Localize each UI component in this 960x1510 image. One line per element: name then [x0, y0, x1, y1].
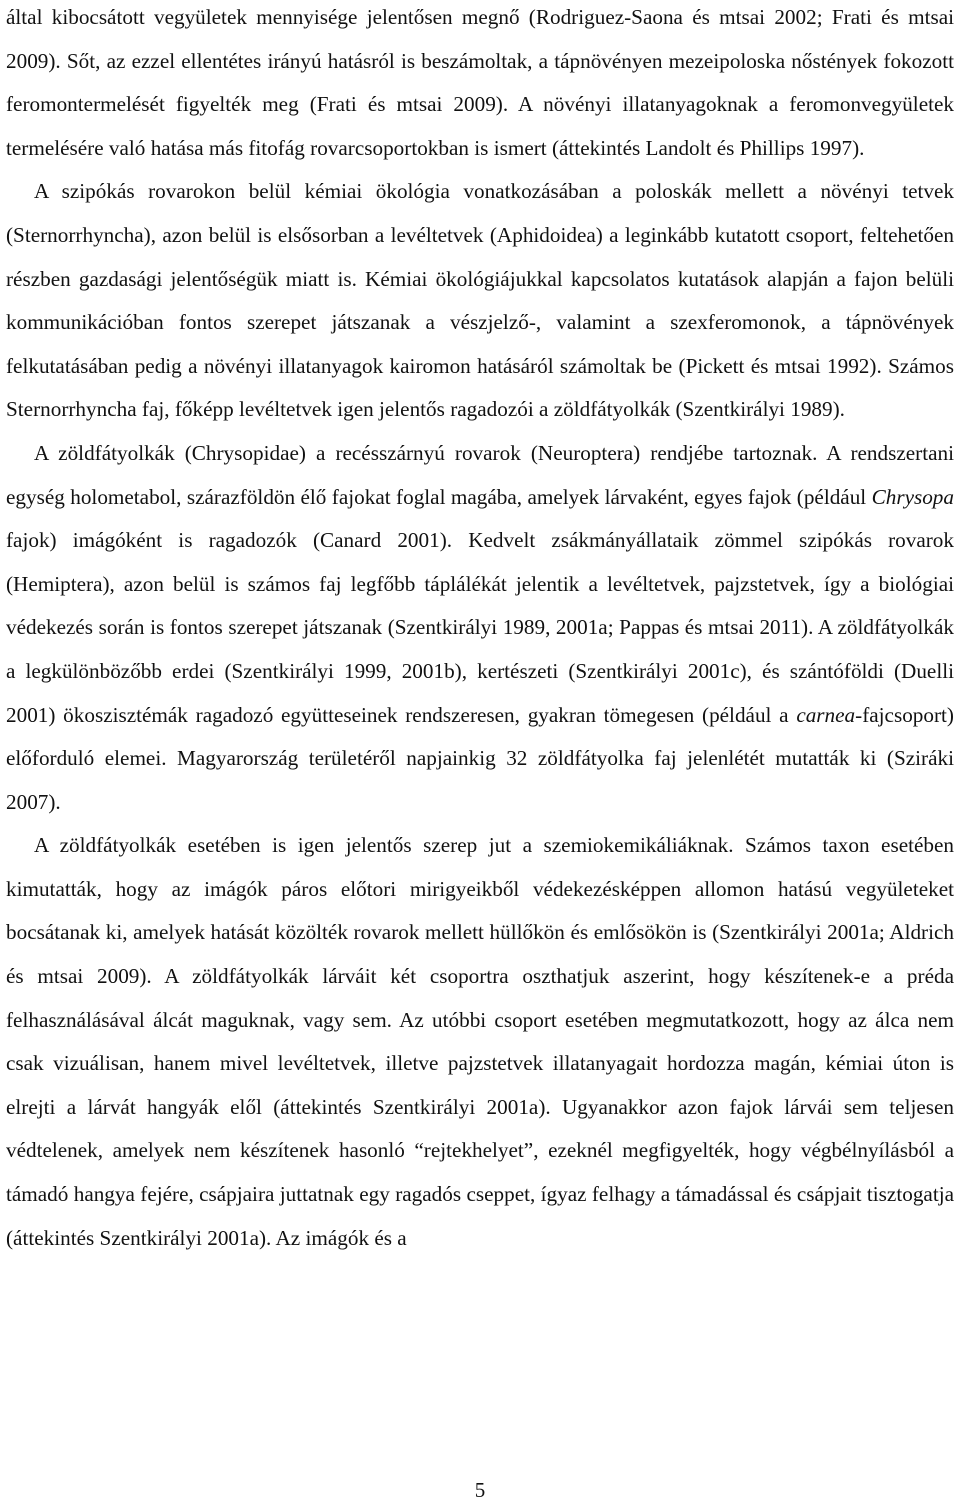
- paragraph-3-text-b: fajok) imágóként is ragadozók (Canard 2001). Kedvelt zsákmányállataik zömmel szipókás rovarok (Hemiptera), azon belül is számos faj legfőbb táplálékát jelentik a levéltetvek, pajzstetvek, így a biológiai védekezés során is fontos szerepet játszanak (Szentkirályi 1989, 2001a; Pappas és mtsai 2011). A zöldfátyolkák a legkülönbözőbb erdei (Szentkirályi 1999, 2001b), kertészeti (Szentkirályi 2001c), és szántóföldi (Duelli 2001) ökoszisztémák ragadozó együtteseinek rendszeresen, gyakran tömegesen (például a: [6, 528, 954, 727]
- genus-name-italic: Chrysopa: [871, 484, 954, 509]
- paragraph-2-text: A szipókás rovarokon belül kémiai ökológia vonatkozásában a poloskák mellett a növényi tetvek (Sternorrhyncha), azon belül is elsősorban a levéltetvek (Aphidoidea) a leginkább kutatott csoport, feltehetően részben gazdasági jelentőségük miatt is. Kémiai ökológiájukkal kapcsolatos kutatások alapján a fajon belüli kommunikációban fontos szerepet játszanak a vészjelző-, valamint a szexferomonok, a tápnövények felkutatásában pedig a növényi illatanyagok kairomon hatásáról számoltak be (Pickett és mtsai 1992). Számos Sternorrhyncha faj, főképp levéltetvek igen jelentős ragadozói a zöldfátyolkák (Szentkirályi 1989).: [6, 179, 954, 422]
- document-page: [6, 0, 954, 1260]
- paragraph-1-text: által kibocsátott vegyületek mennyisége jelentősen megnő (Rodriguez-Saona és mtsai 2002; Frati és mtsai 2009). Sőt, az ezzel ellentétes irányú hatásról is beszámoltak, a tápnövényen mezeipoloska nőstények fokozott feromontermelését figyelték meg (Frati és mtsai 2009). A növényi illatanyagoknak a feromonvegyületek termelésére való hatása más fitofág rovarcsoportokban is ismert (áttekintés Landolt és Phillips 1997).: [6, 5, 954, 160]
- species-group-italic: carnea: [796, 702, 856, 727]
- paragraph-4-text: A zöldfátyolkák esetében is igen jelentős szerep jut a szemiokemikáliáknak. Számos taxon esetében kimutatták, hogy az imágók páros előtori mirigyeikből védekezésképpen allomon hatású vegyületeket bocsátanak ki, amelyek hatását közölték rovarok mellett hüllőkön és emlősökön is (Szentkirályi 2001a; Aldrich és mtsai 2009). A zöldfátyolkák lárváit két csoportra oszthatjuk aszerint, hogy készítenek-e a préda felhasználásával álcát maguknak, vagy sem. Az utóbbi csoport esetében megmutatkozott, hogy az álca nem csak vizuálisan, hanem mivel levéltetvek, illetve pajzstetvek illatanyagait hordozza magán, kémiai úton is elrejti a lárvát hangyák elől (áttekintés Szentkirályi 2001a). Ugyanakkor azon fajok lárvái sem teljesen védtelenek, amelyek nem készítenek hasonló “rejtekhelyet”, ezeknél megfigyelték, hogy végbélnyílásból a támadó hangya fejére, csápjaira juttatnak egy ragadós cseppet, ígyaz felhagy a támadással és csápjait tisztogatja (áttekintés Szentkirályi 2001a). Az imágók és a: [6, 833, 954, 1250]
- page-number: 5: [474, 1478, 486, 1502]
- paragraph-2: [6, 170, 954, 432]
- paragraph-3: [6, 432, 954, 824]
- paragraph-1: [6, 0, 954, 170]
- paragraph-3-text-c: -fajcsoport) előforduló elemei. Magyarország területéről napjainkig 32 zöldfátyolka faj jelenlétét mutatták ki (Sziráki 2007).: [6, 702, 954, 814]
- paragraph-4: [6, 824, 954, 1260]
- paragraph-3-text-a: A zöldfátyolkák (Chrysopidae) a recésszárnyú rovarok (Neuroptera) rendjébe tartoznak. A rendszertani egység holometabol, szárazföldön élő fajokat foglal magába, amelyek lárvaként, egyes fajok (például: [6, 440, 954, 509]
